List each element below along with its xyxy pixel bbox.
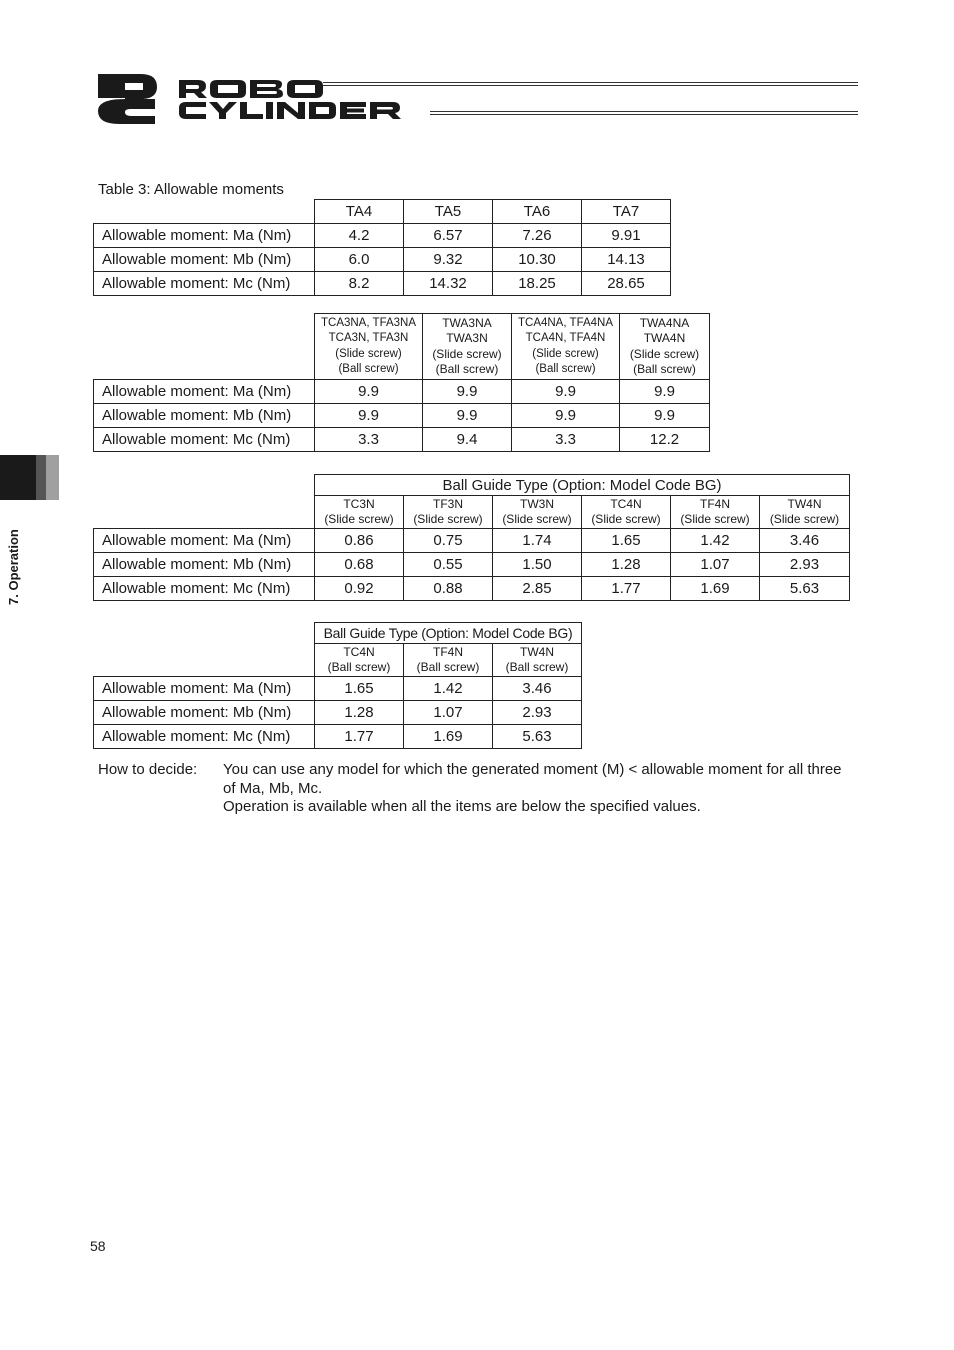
table-cell: 14.32 xyxy=(404,272,493,296)
row-label: Allowable moment: Mb (Nm) xyxy=(94,701,315,725)
table-cell: 3.46 xyxy=(760,529,850,553)
column-header xyxy=(493,496,582,529)
column-header xyxy=(582,496,671,529)
table-cell: 5.63 xyxy=(760,577,850,601)
table-cell: 1.69 xyxy=(671,577,760,601)
table-cell: 18.25 xyxy=(493,272,582,296)
table-row xyxy=(94,577,850,601)
chapter-tab-highlight xyxy=(46,455,59,500)
table-cell: 0.68 xyxy=(315,553,404,577)
table-cell: 0.55 xyxy=(404,553,493,577)
header-line: TC4N xyxy=(610,496,642,511)
column-header xyxy=(404,496,493,529)
row-label: Allowable moment: Ma (Nm) xyxy=(94,224,315,248)
moments-table-ball-guide-ball xyxy=(93,622,582,749)
table-cell: 1.74 xyxy=(493,529,582,553)
moments-table-ta xyxy=(93,199,671,296)
group-header: Ball Guide Type (Option: Model Code BG) xyxy=(315,475,850,496)
table-cell: 2.85 xyxy=(493,577,582,601)
header-line: TCA4N, TFA4N xyxy=(525,332,606,344)
table-header-row xyxy=(94,314,710,380)
column-header xyxy=(315,314,423,380)
header-line: TWA3NA xyxy=(442,315,492,330)
table-cell: 1.28 xyxy=(315,701,404,725)
table-cell: 1.07 xyxy=(404,701,493,725)
table-cell: 1.42 xyxy=(671,529,760,553)
header-line: TW4N xyxy=(787,496,822,511)
table-cell: 9.9 xyxy=(315,404,423,428)
header-line: (Ball screw) xyxy=(505,660,569,674)
table-cell: 3.3 xyxy=(512,428,620,452)
column-header xyxy=(512,314,620,380)
header-line: (Ball screw) xyxy=(535,363,596,375)
table-cell: 9.91 xyxy=(582,224,671,248)
header-line: (Slide screw) xyxy=(413,512,483,526)
header-line: (Slide screw) xyxy=(680,512,750,526)
header-line: TCA4NA, TFA4NA xyxy=(517,316,613,329)
table-cell: 1.42 xyxy=(404,677,493,701)
header-line: (Slide screw) xyxy=(591,512,661,526)
header-line: (Slide screw) xyxy=(769,512,840,526)
header-line: TF4N xyxy=(700,496,730,511)
header-line: TCA3NA, TFA3NA xyxy=(320,316,416,329)
header-line: (Slide screw) xyxy=(629,346,700,361)
howto-label: How to decide: xyxy=(98,761,198,778)
moments-table-ball-guide-slide xyxy=(93,474,850,601)
page-number: 58 xyxy=(90,1238,106,1254)
chapter-tab-shade xyxy=(36,455,46,500)
header-line: (Ball screw) xyxy=(327,660,391,674)
column-header xyxy=(423,314,512,380)
table-cell: 9.32 xyxy=(404,248,493,272)
table-cell: 9.4 xyxy=(423,428,512,452)
row-label: Allowable moment: Mc (Nm) xyxy=(94,428,315,452)
table-cell: 10.30 xyxy=(493,248,582,272)
table-cell: 2.93 xyxy=(760,553,850,577)
column-header xyxy=(620,314,710,380)
column-header xyxy=(493,644,582,677)
table-cell: 1.77 xyxy=(582,577,671,601)
table-cell: 1.28 xyxy=(582,553,671,577)
table-row xyxy=(94,701,582,725)
header-line: TWA3N xyxy=(446,331,488,345)
table-cell: 0.86 xyxy=(315,529,404,553)
header-line: (Ball screw) xyxy=(633,362,696,376)
table-cell: 9.9 xyxy=(315,380,423,404)
table-group-header-row xyxy=(94,475,850,496)
table-cell: 28.65 xyxy=(582,272,671,296)
table-cell: 9.9 xyxy=(620,404,710,428)
header-line: TW4N xyxy=(520,644,555,659)
header-line: TWA4NA xyxy=(639,315,690,330)
table-cell: 8.2 xyxy=(315,272,404,296)
header-line: (Ball screw) xyxy=(338,363,399,375)
row-label: Allowable moment: Mc (Nm) xyxy=(94,577,315,601)
row-label: Allowable moment: Mc (Nm) xyxy=(94,272,315,296)
table-cell: 1.69 xyxy=(404,725,493,749)
moments-table-tca xyxy=(93,313,710,452)
table-row xyxy=(94,553,850,577)
table-cell: 1.07 xyxy=(671,553,760,577)
howto-line: You can use any model for which the generated moment (M) < allowable moment for all three of Ma, Mb, Mc. xyxy=(223,761,842,797)
header-line: TCA3N, TFA3N xyxy=(328,332,409,344)
header-line: (Ball screw) xyxy=(416,660,480,674)
header-line: TWA4N xyxy=(643,331,686,345)
row-label: Allowable moment: Ma (Nm) xyxy=(94,677,315,701)
table-cell: 1.65 xyxy=(315,677,404,701)
table-cell: 9.9 xyxy=(423,380,512,404)
row-label: Allowable moment: Ma (Nm) xyxy=(94,529,315,553)
table-cell: 6.0 xyxy=(315,248,404,272)
column-header xyxy=(404,644,493,677)
table-cell: 9.9 xyxy=(423,404,512,428)
table-cell: 14.13 xyxy=(582,248,671,272)
table-cell: 0.92 xyxy=(315,577,404,601)
header-rule-bottom xyxy=(430,111,858,115)
table-row xyxy=(94,248,671,272)
rc-logo-icon xyxy=(95,72,425,126)
table-row xyxy=(94,529,850,553)
column-header xyxy=(315,496,404,529)
table-cell: 4.2 xyxy=(315,224,404,248)
table-cell: 9.9 xyxy=(512,404,620,428)
group-header: Ball Guide Type (Option: Model Code BG) xyxy=(315,623,582,644)
table-cell: 1.77 xyxy=(315,725,404,749)
table-cell: 12.2 xyxy=(620,428,710,452)
header-line: (Slide screw) xyxy=(502,512,572,526)
header-line: TC4N xyxy=(343,644,375,659)
row-label: Allowable moment: Mb (Nm) xyxy=(94,553,315,577)
table-row xyxy=(94,380,710,404)
table-header-row xyxy=(94,644,582,677)
table-row xyxy=(94,428,710,452)
table-cell: 1.65 xyxy=(582,529,671,553)
header-line: TW3N xyxy=(520,496,554,511)
header-rule-top xyxy=(323,82,858,86)
column-header: TA7 xyxy=(582,200,671,224)
table-row xyxy=(94,224,671,248)
header-line: TF4N xyxy=(433,644,463,659)
header-line: (Slide screw) xyxy=(532,347,599,360)
column-header xyxy=(760,496,850,529)
column-header xyxy=(315,644,404,677)
header-line: (Slide screw) xyxy=(432,346,502,361)
column-header: TA5 xyxy=(404,200,493,224)
howto-text xyxy=(223,761,853,817)
table-cell: 2.93 xyxy=(493,701,582,725)
column-header xyxy=(671,496,760,529)
robo-cylinder-logo xyxy=(95,72,425,126)
table-header-row xyxy=(94,200,671,224)
table-cell: 7.26 xyxy=(493,224,582,248)
table-row xyxy=(94,677,582,701)
table-cell: 3.3 xyxy=(315,428,423,452)
header-line: TF3N xyxy=(433,496,463,511)
table-row xyxy=(94,272,671,296)
column-header: TA4 xyxy=(315,200,404,224)
table-cell: 3.46 xyxy=(493,677,582,701)
row-label: Allowable moment: Mb (Nm) xyxy=(94,248,315,272)
header-line: TC3N xyxy=(343,496,375,511)
table-cell: 1.50 xyxy=(493,553,582,577)
table-cell: 0.75 xyxy=(404,529,493,553)
table-cell: 0.88 xyxy=(404,577,493,601)
table-cell: 6.57 xyxy=(404,224,493,248)
howto-line: Operation is available when all the items are below the specified values. xyxy=(223,798,701,815)
table-cell: 9.9 xyxy=(620,380,710,404)
table-caption: Table 3: Allowable moments xyxy=(98,181,284,198)
table-cell: 9.9 xyxy=(512,380,620,404)
chapter-label: 7. Operation xyxy=(6,529,21,605)
table-cell: 5.63 xyxy=(493,725,582,749)
table-row xyxy=(94,725,582,749)
header-line: (Ball screw) xyxy=(435,362,499,376)
row-label: Allowable moment: Ma (Nm) xyxy=(94,380,315,404)
header-line: (Slide screw) xyxy=(324,512,394,526)
table-header-row xyxy=(94,496,850,529)
table-group-header-row xyxy=(94,623,582,644)
column-header: TA6 xyxy=(493,200,582,224)
header-line: (Slide screw) xyxy=(335,347,402,360)
table-row xyxy=(94,404,710,428)
row-label: Allowable moment: Mc (Nm) xyxy=(94,725,315,749)
row-label: Allowable moment: Mb (Nm) xyxy=(94,404,315,428)
